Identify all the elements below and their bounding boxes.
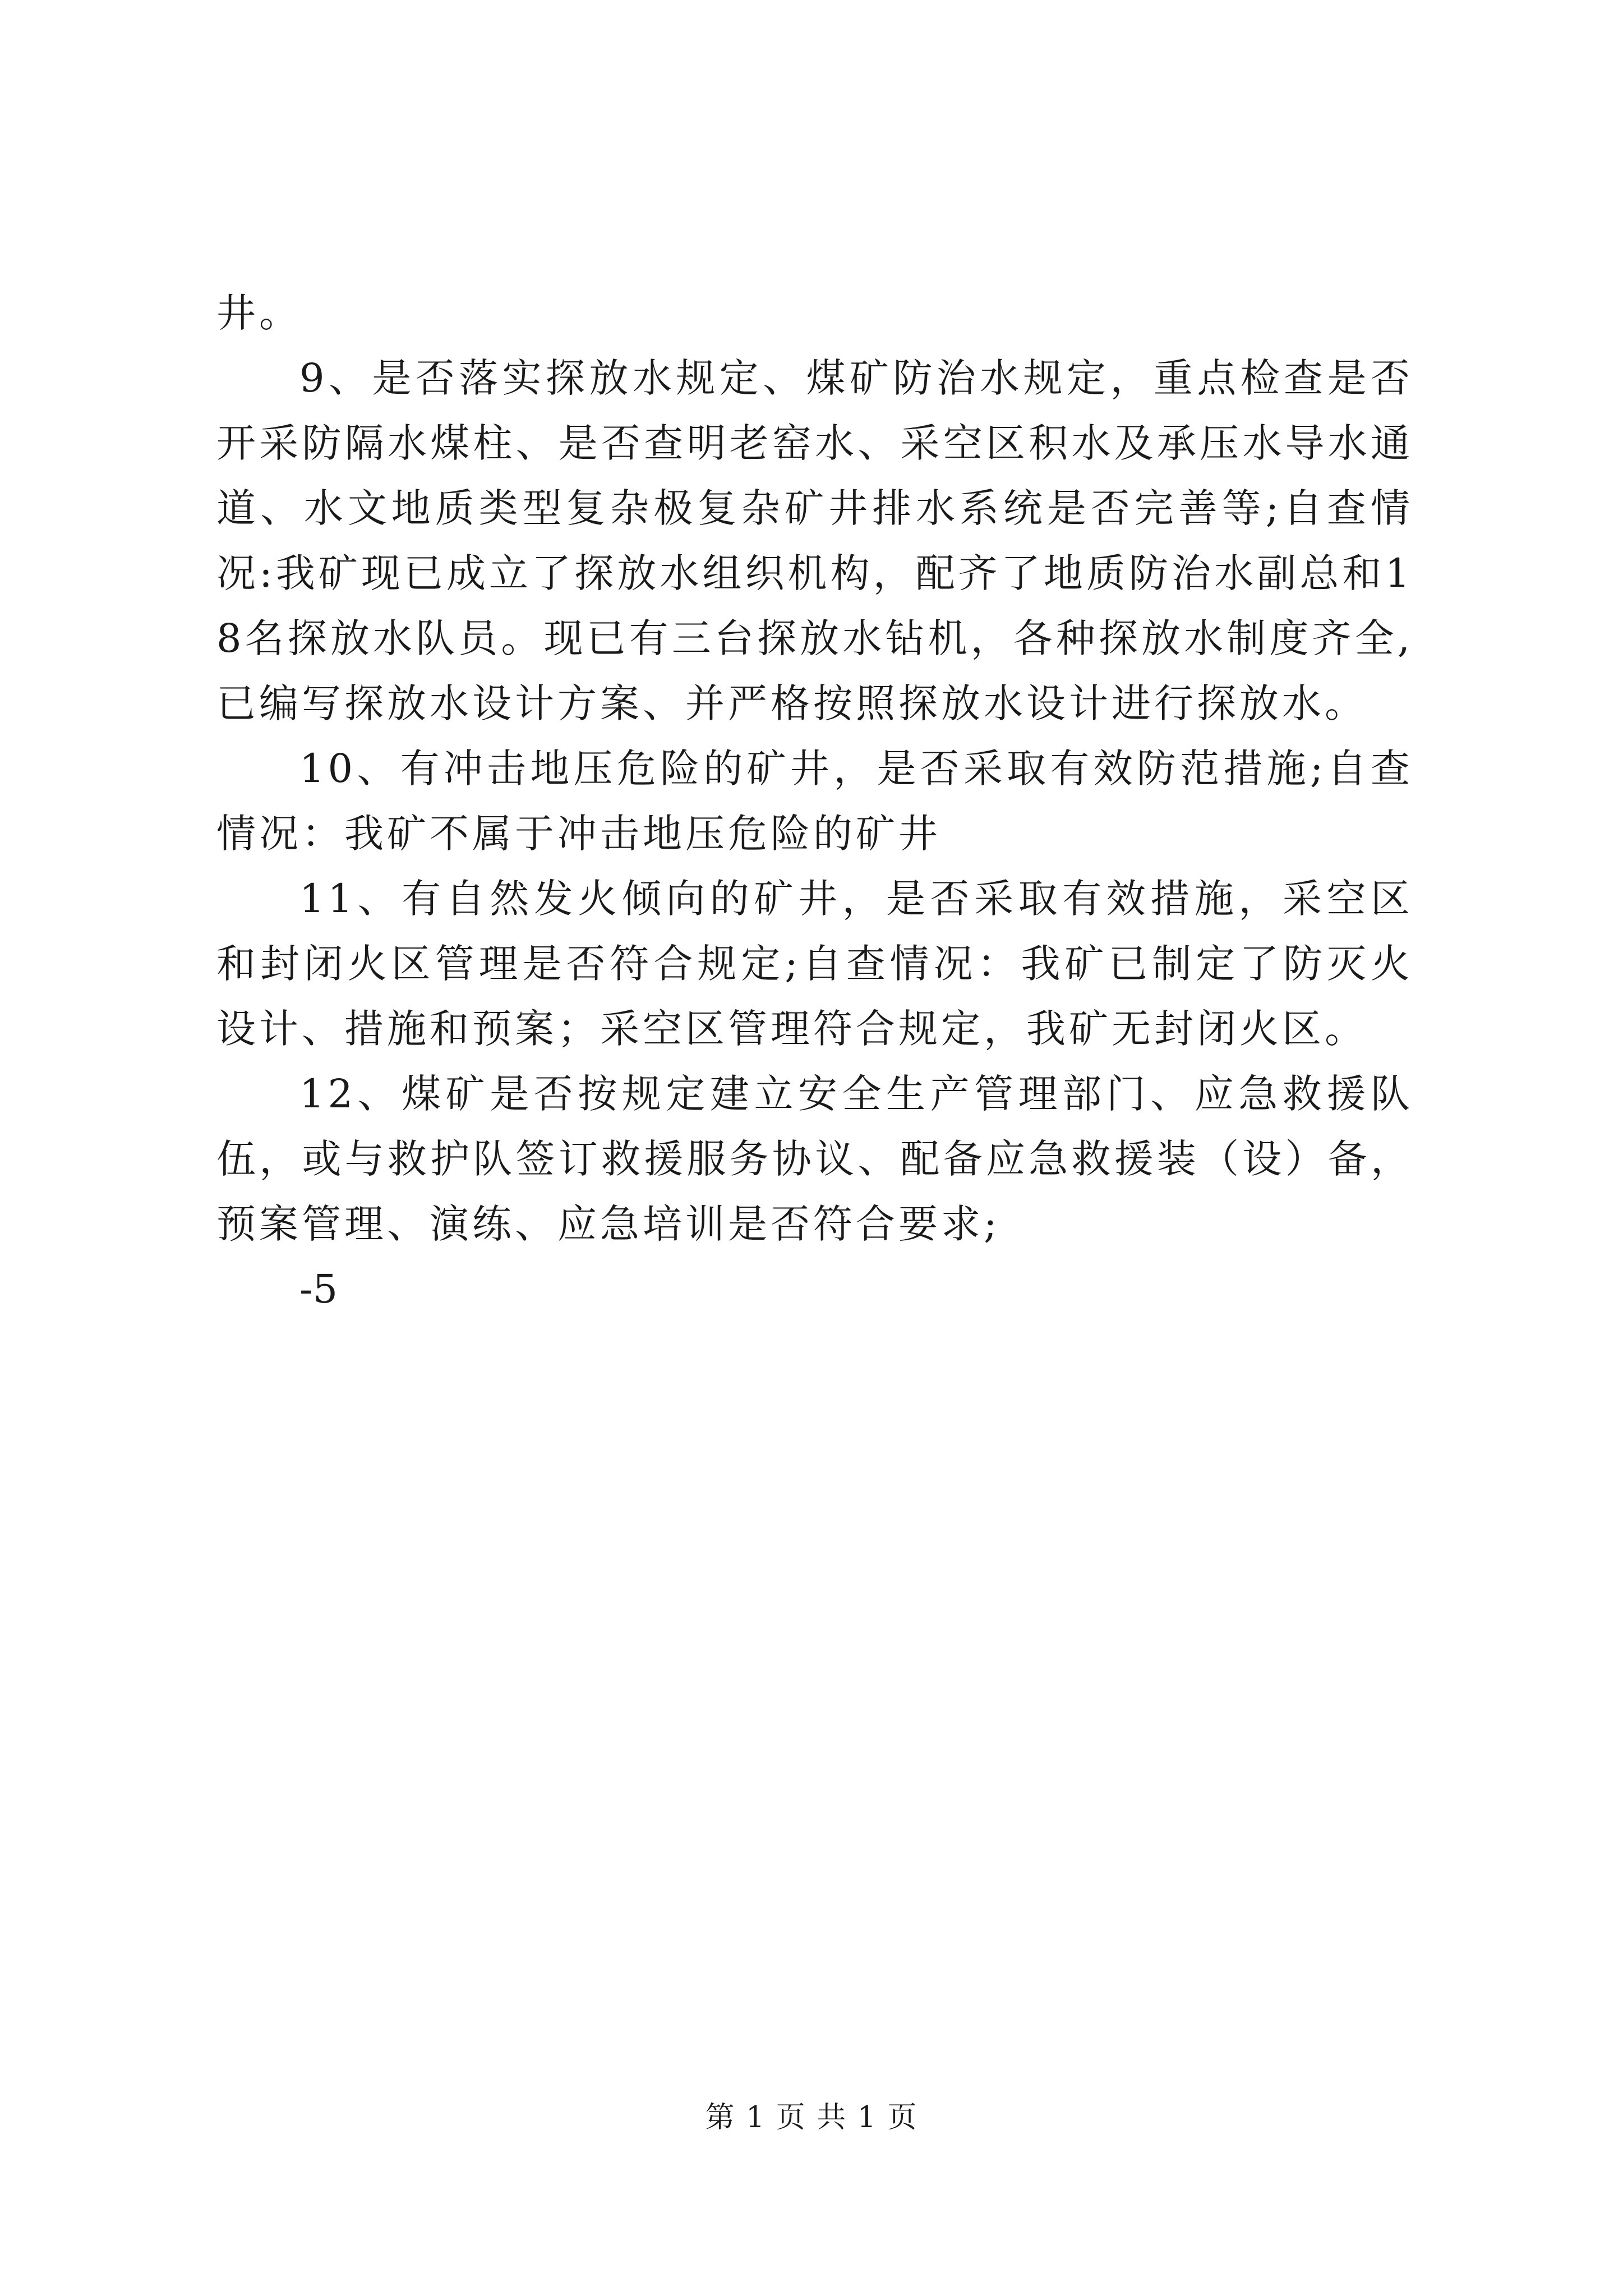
inline-page-marker: -5 xyxy=(299,1266,338,1312)
paragraph-item-11: 11、有自然发火倾向的矿井，是否采取有效措施，采空区和封闭火区管理是否符合规定;自查情况：我矿已制定了防灭火设计、措施和预案；采空区管理符合规定，我矿无封闭火区。 xyxy=(216,876,1413,1052)
paragraph-item-9: 9、是否落实探放水规定、煤矿防治水规定，重点检查是否开采防隔水煤柱、是否查明老窑水、采空区积水及承压水导水通道、水文地质类型复杂极复杂矿井排水系统是否完善等;自查情况:我矿现已成立了探放水组织机构，配齐了地质防治水副总和18名探放水队员。现已有三台探放水钻机，各种探放水制度齐全,已编写探放水设计方案、并严格按照探放水设计进行探放水。 xyxy=(216,355,1413,726)
paragraph-continuation: 井。 xyxy=(216,290,302,336)
page-footer: 第 1 页 共 1 页 xyxy=(705,2101,918,2134)
paragraph-item-10: 10、有冲击地压危险的矿井，是否采取有效防范措施;自查情况：我矿不属于冲击地压危险的矿井 xyxy=(216,746,1413,857)
paragraph-item-12: 12、煤矿是否按规定建立安全生产管理部门、应急救援队伍，或与救护队签订救援服务协议、配备应急救援装（设）备，预案管理、演练、应急培训是否符合要求; xyxy=(216,1071,1413,1247)
document-body xyxy=(216,280,1413,1322)
